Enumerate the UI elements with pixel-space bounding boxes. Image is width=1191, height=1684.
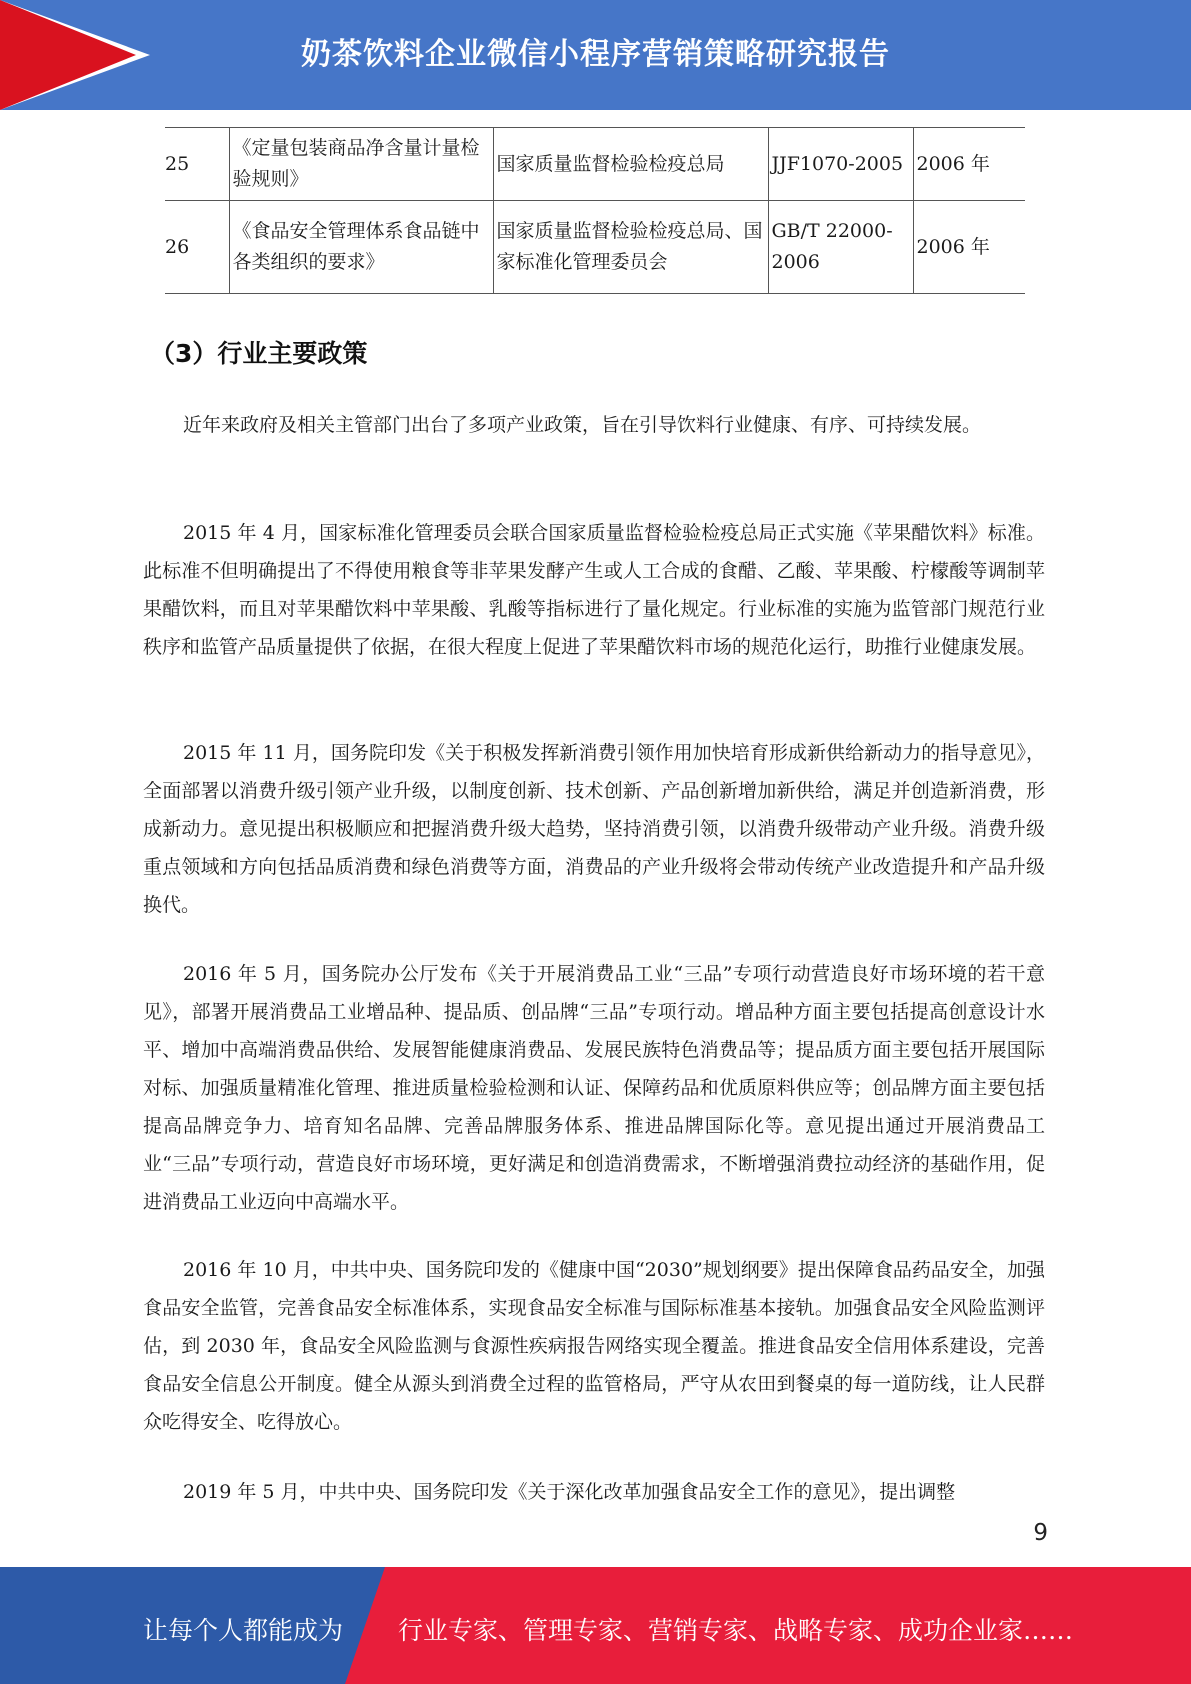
- paragraph-intro: 近年来政府及相关主管部门出台了多项产业政策，旨在引导饮料行业健康、有序、可持续发展。: [183, 414, 982, 436]
- page-number: 9: [1033, 1520, 1048, 1546]
- standard-name: 《食品安全管理体系食品链中各类组织的要求》: [229, 201, 493, 294]
- page-header: [0, 0, 1191, 110]
- issuing-body: 国家质量监督检验检疫总局: [493, 128, 768, 201]
- paragraph-2016-oct: 2016 年 10 月，中共中央、国务院印发的《健康中国“2030”规划纲要》提出保障食品药品安全，加强食品安全监管，完善食品安全标准体系，实现食品安全标准与国际标准基本接轨。加强食品安全风险监测评估，到 2030 年，食品安全风险监测与食源性疾病报告网络实现全覆盖。推进食品安全信用体系建设，完善食品安全信息公开制度。健全从源头到消费全过程的监管格局，严守从农田到餐桌的每一道防线，让人民群众吃得安全、吃得放心。: [143, 1259, 1045, 1433]
- report-title: 奶茶饮料企业微信小程序营销策略研究报告: [301, 37, 890, 72]
- paragraph-2016-may: 2016 年 5 月，国务院办公厅发布《关于开展消费品工业“三品”专项行动营造良好市场环境的若干意见》，部署开展消费品工业增品种、提品质、创品牌“三品”专项行动。增品种方面主要包括提高创意设计水平、增加中高端消费品供给、发展智能健康消费品、发展民族特色消费品等；提品质方面主要包括开展国际对标、加强质量精准化管理、推进质量检验检测和认证、保障药品和优质原料供应等；创品牌方面主要包括提高品牌竞争力、培育知名品牌、完善品牌服务体系、推进品牌国际化等。意见提出通过开展消费品工业“三品”专项行动，营造良好市场环境，更好满足和创造消费需求，不断增强消费拉动经济的基础作用，促进消费品工业迈向中高端水平。: [143, 963, 1045, 1213]
- footer-slogan-right: 行业专家、管理专家、营销专家、战略专家、成功企业家……: [398, 1616, 1074, 1645]
- section-heading: （3）行业主要政策: [150, 339, 368, 368]
- standard-code: GB/T 22000-2006: [768, 201, 913, 294]
- effective-year: 2006 年: [913, 201, 1025, 294]
- paragraph-2015-apr: 2015 年 4 月，国家标准化管理委员会联合国家质量监督检验检疫总局正式实施《苹果醋饮料》标准。此标准不但明确提出了不得使用粮食等非苹果发酵产生或人工合成的食醋、乙酸、苹果酸、柠檬酸等调制苹果醋饮料，而且对苹果醋饮料中苹果酸、乳酸等指标进行了量化规定。行业标准的实施为监管部门规范行业秩序和监管产品质量提供了依据，在很大程度上促进了苹果醋饮料市场的规范化运行，助推行业健康发展。: [143, 522, 1045, 658]
- row-number: 26: [165, 201, 229, 294]
- page-footer: [0, 1567, 1191, 1684]
- footer-slogan-left: 让每个人都能成为: [143, 1616, 344, 1645]
- table-row: [165, 201, 1025, 294]
- paragraph-2015-nov: 2015 年 11 月，国务院印发《关于积极发挥新消费引领作用加快培育形成新供给新动力的指导意见》，全面部署以消费升级引领产业升级，以制度创新、技术创新、产品创新增加新供给，满足并创造新消费，形成新动力。意见提出积极顺应和把握消费升级大趋势，坚持消费引领，以消费升级带动产业升级。消费升级重点领域和方向包括品质消费和绿色消费等方面，消费品的产业升级将会带动传统产业改造提升和产品升级换代。: [143, 742, 1045, 916]
- standards-table: [165, 127, 1025, 294]
- table-row: [165, 128, 1025, 201]
- issuing-body: 国家质量监督检验检疫总局、国家标准化管理委员会: [493, 201, 768, 294]
- row-number: 25: [165, 128, 229, 201]
- effective-year: 2006 年: [913, 128, 1025, 201]
- paragraph-2019-may: 2019 年 5 月，中共中央、国务院印发《关于深化改革加强食品安全工作的意见》，提出调整: [183, 1481, 956, 1503]
- standard-code: JJF1070-2005: [768, 128, 913, 201]
- standard-name: 《定量包装商品净含量计量检验规则》: [229, 128, 493, 201]
